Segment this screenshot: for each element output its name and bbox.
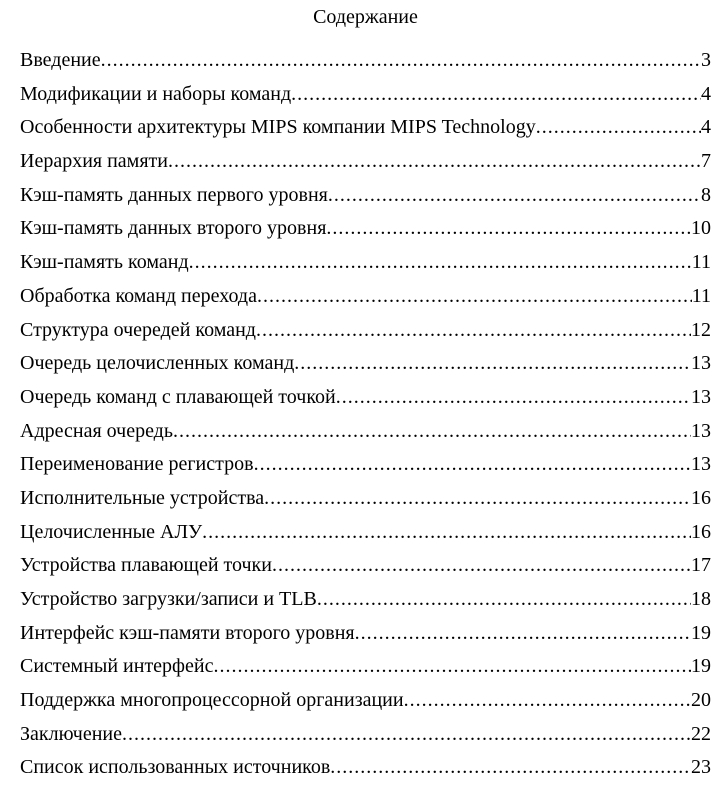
toc-entry <box>20 246 711 280</box>
toc-entry-label: Обработка команд перехода <box>20 284 257 307</box>
toc-entry <box>20 718 711 752</box>
toc-entry <box>20 549 711 583</box>
toc-entry-label: Очередь целочисленных команд <box>20 352 295 375</box>
toc-entry-label: Кэш-память команд <box>20 251 189 274</box>
dot-leader <box>404 684 691 718</box>
toc-entry-label: Заключение <box>20 722 122 745</box>
toc-entry-label: Поддержка многопроцессорной организации <box>20 689 404 712</box>
toc-entry <box>20 448 711 482</box>
toc-entry-page: 17 <box>691 554 711 577</box>
toc-entry-label: Особенности архитектуры MIPS компании MIPS Technology <box>20 116 536 139</box>
toc-entry <box>20 583 711 617</box>
toc-entry-page: 23 <box>691 756 711 779</box>
toc-entry-label: Структура очередей команд <box>20 318 256 341</box>
toc-entry-page: 13 <box>691 419 711 442</box>
toc-entry <box>20 617 711 651</box>
toc-entry <box>20 314 711 348</box>
dot-leader <box>272 549 691 583</box>
toc-entry-label: Целочисленные АЛУ <box>20 520 203 543</box>
toc-entry-page: 19 <box>691 621 711 644</box>
toc-entry-label: Кэш-память данных первого уровня <box>20 183 328 206</box>
toc-entry-page: 12 <box>691 318 711 341</box>
toc-entry <box>20 78 711 112</box>
toc-entry-label: Устройства плавающей точки <box>20 554 272 577</box>
toc-entry-label: Список использованных источников <box>20 756 331 779</box>
toc-entry <box>20 381 711 415</box>
toc-entry <box>20 44 711 78</box>
dot-leader <box>355 617 691 651</box>
toc-entry-page: 11 <box>691 251 711 274</box>
toc-entry-page: 16 <box>691 520 711 543</box>
toc-entry-page: 4 <box>701 82 711 105</box>
toc-entry-label: Адресная очередь <box>20 419 173 442</box>
table-of-contents <box>20 44 711 785</box>
toc-entry-page: 16 <box>691 486 711 509</box>
dot-leader <box>101 44 701 78</box>
toc-entry-label: Системный интерфейс <box>20 655 214 678</box>
dot-leader <box>294 347 691 381</box>
dot-leader <box>257 280 692 314</box>
toc-entry-page: 20 <box>691 689 711 712</box>
toc-entry-label: Интерфейс кэш-памяти второго уровня <box>20 621 355 644</box>
toc-entry-page: 13 <box>691 453 711 476</box>
dot-leader <box>202 516 691 550</box>
dot-leader <box>264 482 691 516</box>
toc-entry-label: Очередь команд с плавающей точкой <box>20 385 336 408</box>
dot-leader <box>326 212 691 246</box>
toc-entry-label: Кэш-память данных второго уровня <box>20 217 327 240</box>
toc-entry <box>20 111 711 145</box>
toc-entry-label: Переименование регистров <box>20 453 254 476</box>
toc-entry <box>20 347 711 381</box>
dot-leader <box>317 583 691 617</box>
toc-entry-page: 7 <box>701 150 711 173</box>
dot-leader <box>213 650 691 684</box>
dot-leader <box>122 718 691 752</box>
dot-leader <box>336 381 691 415</box>
toc-entry <box>20 145 711 179</box>
toc-entry-page: 10 <box>691 217 711 240</box>
toc-entry-label: Устройство загрузки/записи и TLB <box>20 588 317 610</box>
toc-entry-page: 22 <box>691 722 711 745</box>
toc-entry-label: Введение <box>20 49 101 71</box>
dot-leader <box>330 751 691 785</box>
toc-entry-page: 3 <box>701 49 711 71</box>
toc-entry <box>20 684 711 718</box>
toc-entry-page: 18 <box>691 588 711 610</box>
toc-entry-label: Иерархия памяти <box>20 150 168 173</box>
toc-entry-label: Исполнительные устройства <box>20 486 265 509</box>
toc-entry <box>20 650 711 684</box>
dot-leader <box>328 179 701 213</box>
toc-entry <box>20 516 711 550</box>
toc-entry <box>20 212 711 246</box>
dot-leader <box>256 314 691 348</box>
toc-entry-page: 8 <box>701 183 711 206</box>
dot-leader <box>189 246 692 280</box>
toc-entry <box>20 751 711 785</box>
dot-leader <box>254 448 691 482</box>
toc-entry <box>20 179 711 213</box>
toc-entry-label: Модификации и наборы команд <box>20 82 292 105</box>
dot-leader <box>168 145 701 179</box>
toc-entry-page: 4 <box>701 116 711 139</box>
toc-entry-page: 19 <box>691 655 711 678</box>
dot-leader <box>536 111 701 145</box>
dot-leader <box>291 78 701 112</box>
toc-entry-page: 13 <box>691 385 711 408</box>
toc-entry <box>20 280 711 314</box>
toc-entry <box>20 415 711 449</box>
page-title: Содержание <box>313 6 418 28</box>
dot-leader <box>173 415 691 449</box>
toc-entry-page: 11 <box>691 284 711 307</box>
toc-entry <box>20 482 711 516</box>
toc-entry-page: 13 <box>691 352 711 375</box>
